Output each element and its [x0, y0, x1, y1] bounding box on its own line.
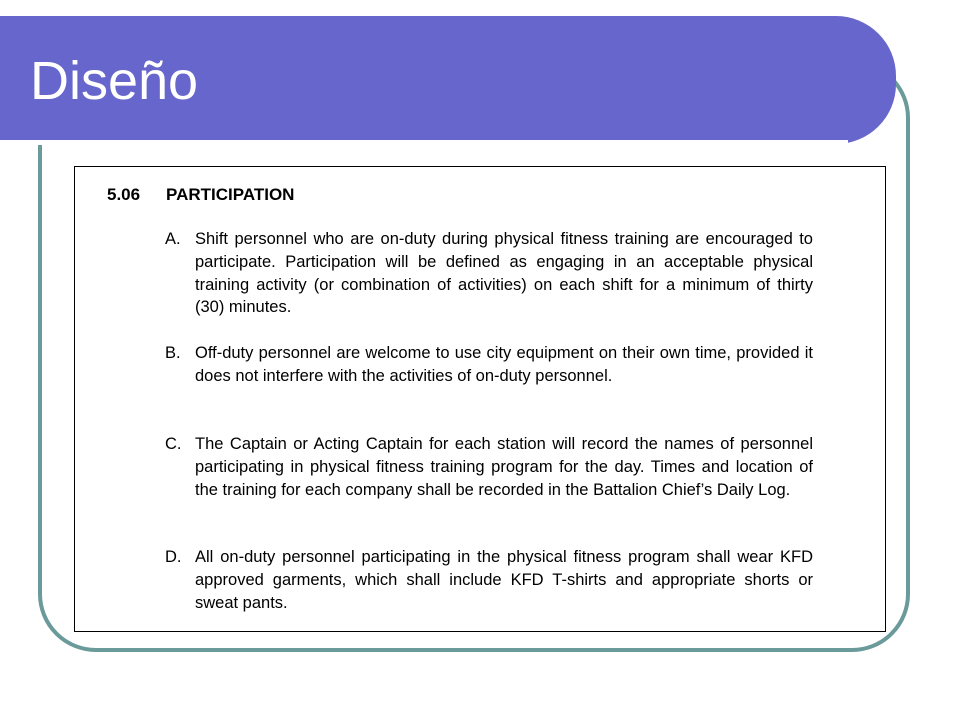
list-item: [165, 342, 813, 388]
item-letter: B.: [165, 344, 181, 362]
document-excerpt: [74, 166, 886, 632]
item-letter: D.: [165, 548, 182, 566]
item-text: All on-duty personnel participating in the physical fitness program shall wear KFD approved garments, which shall include KFD T-shirts and appropriate shorts or sweat pants.: [195, 548, 813, 612]
item-letter: A.: [165, 230, 181, 248]
item-text: Shift personnel who are on-duty during physical fitness training are encouraged to participate. Participation will be defined as engaging in an acceptable physical training activity (or combination of activities) on each shift for a minimum of thirty (30) minutes.: [195, 230, 813, 317]
title-bar: [0, 16, 896, 144]
section-number: 5.06: [107, 185, 141, 204]
section-title: PARTICIPATION: [166, 185, 295, 204]
list-item: [165, 433, 813, 501]
list-item: [165, 228, 813, 319]
item-letter: C.: [165, 435, 182, 453]
item-text: The Captain or Acting Captain for each station will record the names of personnel participating in physical fitness training program for the day. Times and location of the training for each company shall be recorded in the Battalion Chief’s Daily Log.: [195, 435, 813, 499]
title-underline: [0, 140, 848, 145]
item-text: Off-duty personnel are welcome to use city equipment on their own time, provided it does not interfere with the activities of on-duty personnel.: [195, 344, 813, 385]
slide-title: Diseño: [30, 51, 199, 111]
list-item: [165, 546, 813, 614]
